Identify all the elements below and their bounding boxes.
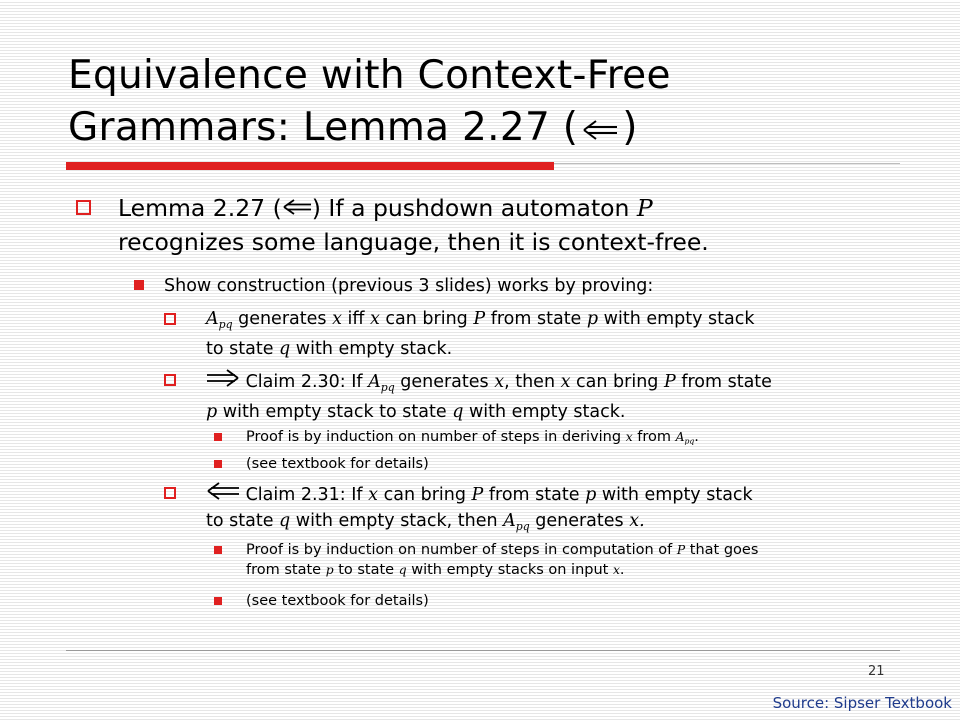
right-arrow-icon	[206, 368, 240, 396]
hollow-square-bullet-icon	[164, 374, 176, 386]
claim-text: from state	[675, 372, 772, 392]
footer-rule	[66, 650, 900, 651]
page-number: 21	[868, 664, 885, 679]
apq-bullet	[206, 307, 916, 362]
lemma-bullet	[118, 192, 918, 259]
title-underline-accent	[66, 162, 554, 170]
var-pq: pq	[684, 436, 695, 446]
var-pq: pq	[515, 519, 530, 533]
var-pq: pq	[380, 380, 395, 394]
var-p: p	[325, 563, 334, 577]
var-P: P	[471, 485, 484, 505]
claim-text: with empty stack	[596, 485, 753, 505]
var-q: q	[279, 511, 291, 531]
apq-text: iff	[341, 309, 370, 329]
var-p: p	[206, 401, 218, 422]
show-construction-bullet: Show construction (previous 3 slides) works by proving:	[164, 276, 654, 296]
claim-text: with empty stack.	[463, 401, 626, 422]
see-textbook-1: (see textbook for details)	[246, 456, 429, 472]
var-x: x	[494, 372, 505, 392]
filled-square-bullet-icon	[214, 460, 222, 468]
see-textbook-2: (see textbook for details)	[246, 593, 429, 609]
left-arrow-icon	[282, 193, 312, 226]
claim-text: can bring	[570, 372, 664, 392]
var-A: A	[675, 430, 685, 444]
left-arrow-icon	[206, 481, 240, 509]
var-q: q	[398, 563, 407, 577]
filled-square-bullet-icon	[214, 597, 222, 605]
var-x: x	[625, 430, 633, 444]
proof-text: from	[632, 429, 676, 445]
apq-text: can bring	[379, 309, 474, 329]
apq-text: to state	[206, 338, 280, 359]
var-x: x	[368, 485, 379, 505]
var-q: q	[452, 401, 464, 422]
proof-text: .	[619, 562, 625, 578]
claim-2-31-bullet	[206, 481, 926, 539]
var-x: x	[332, 309, 342, 329]
claim-text: can bring	[378, 485, 472, 505]
apq-text: with empty stack	[598, 309, 755, 329]
var-P: P	[676, 543, 686, 557]
apq-text: from state	[485, 309, 587, 329]
var-q: q	[279, 338, 291, 359]
proof-2-30-bullet	[246, 427, 906, 452]
apq-text: generates	[232, 309, 333, 329]
filled-square-bullet-icon	[214, 546, 222, 554]
proof-text: Proof is by induction on number of steps in computation of	[246, 542, 677, 558]
var-x: x	[612, 563, 620, 577]
var-P: P	[473, 309, 486, 329]
left-arrow-icon	[582, 104, 618, 156]
hollow-square-bullet-icon	[76, 200, 91, 215]
proof-text: Proof is by induction on number of steps in deriving	[246, 429, 626, 445]
claim-text: with empty stack, then	[290, 511, 504, 531]
var-x: x	[560, 372, 571, 392]
var-pq: pq	[218, 317, 233, 331]
claim-text: generates	[529, 511, 630, 531]
claim-text: Claim 2.30: If	[240, 372, 369, 392]
title-line-1: Equivalence with Context-Free	[68, 53, 671, 98]
filled-square-bullet-icon	[214, 433, 222, 441]
source-credit: Source: Sipser Textbook	[772, 694, 952, 712]
title-line-2-pre: Grammars: Lemma 2.27 (	[68, 105, 579, 150]
var-P: P	[663, 372, 676, 392]
title-line-2-post: )	[622, 105, 638, 150]
var-A: A	[503, 511, 516, 531]
proof-text: to state	[333, 562, 399, 578]
hollow-square-bullet-icon	[164, 313, 176, 325]
var-x: x.	[629, 511, 645, 531]
claim-text: to state	[206, 511, 280, 531]
slide-title	[68, 50, 928, 156]
lemma-text-pre: Lemma 2.27 (	[118, 194, 282, 222]
hollow-square-bullet-icon	[164, 487, 176, 499]
lemma-text-line2: recognizes some language, then it is context-free.	[118, 228, 709, 256]
lemma-text-mid: ) If a pushdown automaton	[311, 194, 637, 222]
proof-text: .	[694, 429, 699, 445]
var-x: x	[369, 309, 380, 329]
var-A: A	[368, 372, 381, 392]
claim-text: Claim 2.31: If	[240, 485, 369, 505]
claim-text: from state	[483, 485, 586, 505]
claim-2-30-bullet	[206, 368, 926, 425]
proof-text: that goes	[685, 542, 759, 558]
filled-square-bullet-icon	[134, 280, 144, 290]
title-underline-rule	[554, 163, 900, 164]
claim-text: , then	[504, 372, 561, 392]
proof-2-31-bullet	[246, 540, 906, 580]
var-p: p	[585, 485, 597, 505]
lemma-var-P: P	[636, 194, 653, 222]
claim-text: with empty stack to state	[217, 401, 453, 422]
claim-text: generates	[394, 372, 495, 392]
var-p: p	[586, 309, 599, 329]
proof-text: with empty stacks on input	[406, 562, 613, 578]
proof-text: from state	[246, 562, 326, 578]
apq-text: with empty stack.	[290, 338, 453, 359]
var-A: A	[206, 309, 219, 329]
